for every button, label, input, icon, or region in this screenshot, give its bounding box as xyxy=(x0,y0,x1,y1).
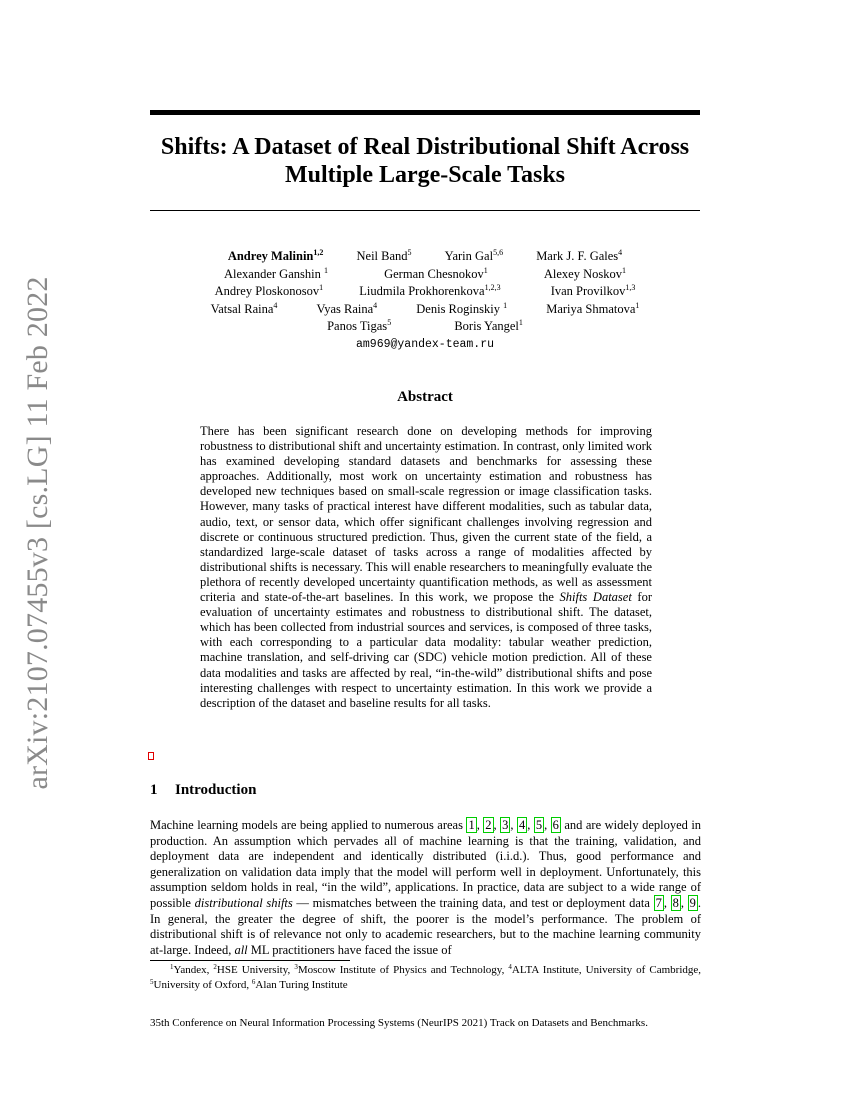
title-bottom-rule xyxy=(150,210,700,211)
title-line-1: Shifts: A Dataset of Real Distributional Shift Across xyxy=(160,134,690,160)
author-row xyxy=(150,248,700,266)
introduction-text: Machine learning models are being applied to numerous areas 1 , 2 , 3 , 4 , 5 , 6 and are widely deployed in production. An assumption which pervades all of machine learning is that the training, validation, and deployment data are independent and identically distributed (i.i.d.). Thus, good performance and generalization on validation data imply that the model will perform well in deployment. Unfortunately, this assumption seldom holds in real, “in the wild”, applications. In practice, data are subject to a wide range of possible distributional shifts — mismatches between the training data, and test or deployment data 7 , 8 , 9 . In general, the greater the degree of shift, the poorer is the model’s performance. The problem of distributional shift is of relevance not only to academic researchers, but to the machine learning community at-large. Indeed, all ML practitioners have faced the issue of xyxy=(150,818,702,957)
citation-link[interactable]: 1 xyxy=(468,818,475,832)
author: Liudmila Prokhorenkova$^{1,2,3}$ xyxy=(359,283,501,298)
footnote-rule xyxy=(150,960,350,961)
author-row xyxy=(150,318,700,336)
author: Neil Band$^5$ xyxy=(356,248,412,263)
arxiv-identifier-stamp: arXiv:2107.07455v3 [cs.LG] 11 Feb 2022 xyxy=(21,276,54,790)
footnote-link-marker[interactable] xyxy=(148,752,154,760)
paper-title xyxy=(150,133,700,189)
author: Alexey Noskov$^1$ xyxy=(543,265,626,281)
contact-email[interactable]: am969@yandex-team.ru xyxy=(355,337,495,351)
citation-link[interactable]: 2 xyxy=(485,818,492,832)
citation-link[interactable]: 8 xyxy=(672,895,679,910)
author: Mark J. F. Gales$^4$ xyxy=(536,248,623,263)
author: Alexander Ganshin $^1$ xyxy=(224,265,328,281)
citation-link[interactable]: 3 xyxy=(502,818,509,832)
author: German Chesnokov$^1$ xyxy=(384,265,488,281)
citation-link[interactable]: 9 xyxy=(689,895,696,910)
author: Ivan Provilkov$^{1,3}$ xyxy=(550,283,636,298)
section-heading-introduction: 1 Introduction xyxy=(150,782,257,798)
dataset-name-italic: Shifts Dataset xyxy=(559,590,632,605)
abstract-text: There has been significant research done on developing methods for improving robustness to distributional shift and uncertainty estimation. In contrast, only limited work has examined developing standard datasets and benchmarks for assessing these approaches. Additionally, most work on uncertainty estimation and robustness has developed new techniques based on small-scale regression or image classification tasks. However, many tasks of practical interest have different modalities, such as tabular data, audio, text, or sensor data, which offer significant challenges involving regression and discrete or continuous structured prediction. Thus, given the current state of the field, a standardized large-scale dataset of tasks across a range of modalities affected by distributional shifts is necessary. This will enable researchers to meaningfully evaluate the plethora of recently developed uncertainty quantification methods, as well as assessment criteria and state-of-the-art baselines. In this work, we propose the Shifts Dataset for evaluation of uncertainty estimates and robustness to distributional shift. The dataset, which has been collected from industrial sources and services, is composed of three tasks, with each corresponding to a particular data modality: tabular weather prediction, machine translation, and self-driving car (SDC) vehicle motion prediction. All of these data modalities and tasks are affected by real, “in-the-wild” distributional shifts and pose interesting challenges with respect to uncertainty estimation. In this work we provide a description of the dataset and baseline results for all tasks. xyxy=(200,424,653,710)
conference-notice: 35th Conference on Neural Information Processing Systems (NeurIPS 2021) Track on Datasets and Benchmarks. xyxy=(150,1017,648,1029)
affiliations-footnote: $^1$Yandex, $^2$HSE University, $^3$Moscow Institute of Physics and Technology, $^4$ALTA Institute, University of Cambridge, $^5$University of Oxford, $^6$Alan Turing Institute xyxy=(150,963,702,991)
title-line-2: Multiple Large-Scale Tasks xyxy=(284,162,566,188)
author: Panos Tigas$^5$ xyxy=(327,318,392,333)
citation-link[interactable]: 7 xyxy=(655,895,662,910)
author-row xyxy=(150,266,700,284)
title-top-rule xyxy=(150,110,700,115)
author: Denis Roginskiy $^1$ xyxy=(416,300,508,316)
author-row xyxy=(150,301,700,319)
citation-link[interactable]: 4 xyxy=(518,818,526,832)
author: Yarin Gal$^{5,6}$ xyxy=(444,248,504,263)
author: Vyas Raina$^4$ xyxy=(316,300,378,316)
citation-link[interactable]: 6 xyxy=(552,818,559,832)
author: Andrey Ploskonosov$^1$ xyxy=(214,283,324,298)
author-row xyxy=(150,283,700,301)
author: Vatsal Raina$^4$ xyxy=(210,300,278,316)
author: Mariya Shmatova$^1$ xyxy=(546,300,640,316)
author: Boris Yangel$^1$ xyxy=(454,318,523,333)
author: Andrey Malinin$^{1,2}$ xyxy=(227,248,324,263)
abstract-heading: Abstract xyxy=(397,389,453,405)
author-block xyxy=(150,248,700,353)
citation-link[interactable]: 5 xyxy=(535,818,543,832)
